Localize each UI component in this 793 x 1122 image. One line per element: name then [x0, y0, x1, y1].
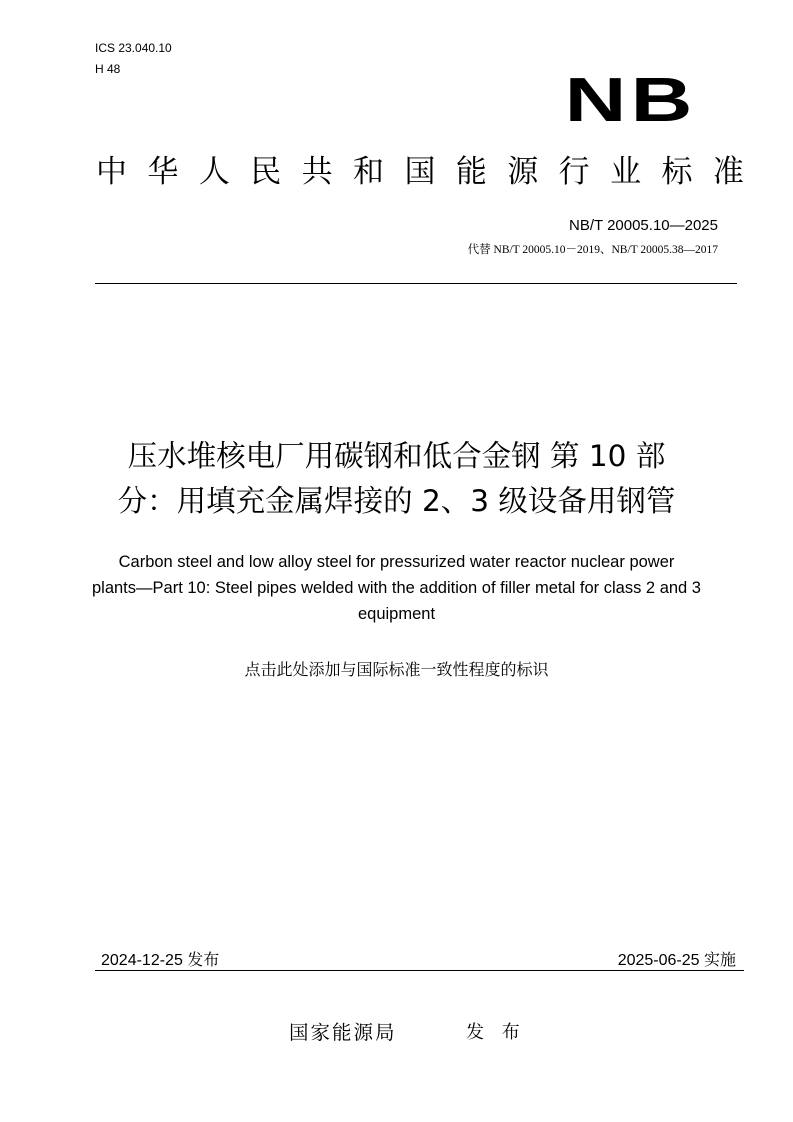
category-char: 共: [301, 154, 333, 190]
category-char: 人: [198, 154, 230, 190]
issue-date: 2024-12-25 发布: [101, 952, 220, 969]
implementation-date: 2025-06-25 实施: [617, 952, 736, 969]
category-char: 民: [250, 154, 282, 190]
replaces-standards: 代替 NB/T 20005.10－2019、NB/T 20005.38—2017: [467, 244, 718, 256]
nb-logo: NB: [565, 66, 697, 135]
ccs-code: H 48: [95, 62, 121, 76]
issue-label: 发 布: [466, 1022, 526, 1043]
standard-number: NB/T 20005.10—2025: [569, 217, 718, 234]
english-title-line: equipment: [357, 605, 436, 623]
issuing-authority: 国家能源局: [289, 1021, 397, 1044]
category-char: 标: [661, 154, 693, 190]
header-divider: [95, 283, 737, 284]
date-divider: [95, 970, 744, 971]
chinese-title-line: 分：用填充金属焊接的 2、3 级设备用钢管: [117, 484, 676, 518]
category-char: 和: [353, 154, 385, 190]
english-title-line: Carbon steel and low alloy steel for pressurized water reactor nuclear power: [118, 553, 675, 571]
english-title: [60, 549, 733, 627]
category-char: 国: [404, 154, 436, 190]
category-char: 准: [712, 154, 744, 190]
category-char: 行: [558, 154, 590, 190]
category-char: 源: [507, 154, 539, 190]
category-char: 华: [147, 154, 179, 190]
chinese-title: [60, 434, 733, 524]
chinese-title-line: 压水堆核电厂用碳钢和低合金钢 第 10 部: [127, 439, 666, 473]
category-char: 中: [96, 154, 127, 190]
english-title-line: plants—Part 10: Steel pipes welded with the addition of filler metal for class 2 and 3: [91, 579, 701, 597]
category-char: 能: [455, 154, 487, 190]
ics-code: ICS 23.040.10: [95, 41, 172, 55]
standard-category-title: [96, 152, 744, 192]
consistency-placeholder[interactable]: 点击此处添加与国际标准一致性程度的标识: [244, 660, 549, 679]
category-char: 业: [610, 154, 642, 190]
